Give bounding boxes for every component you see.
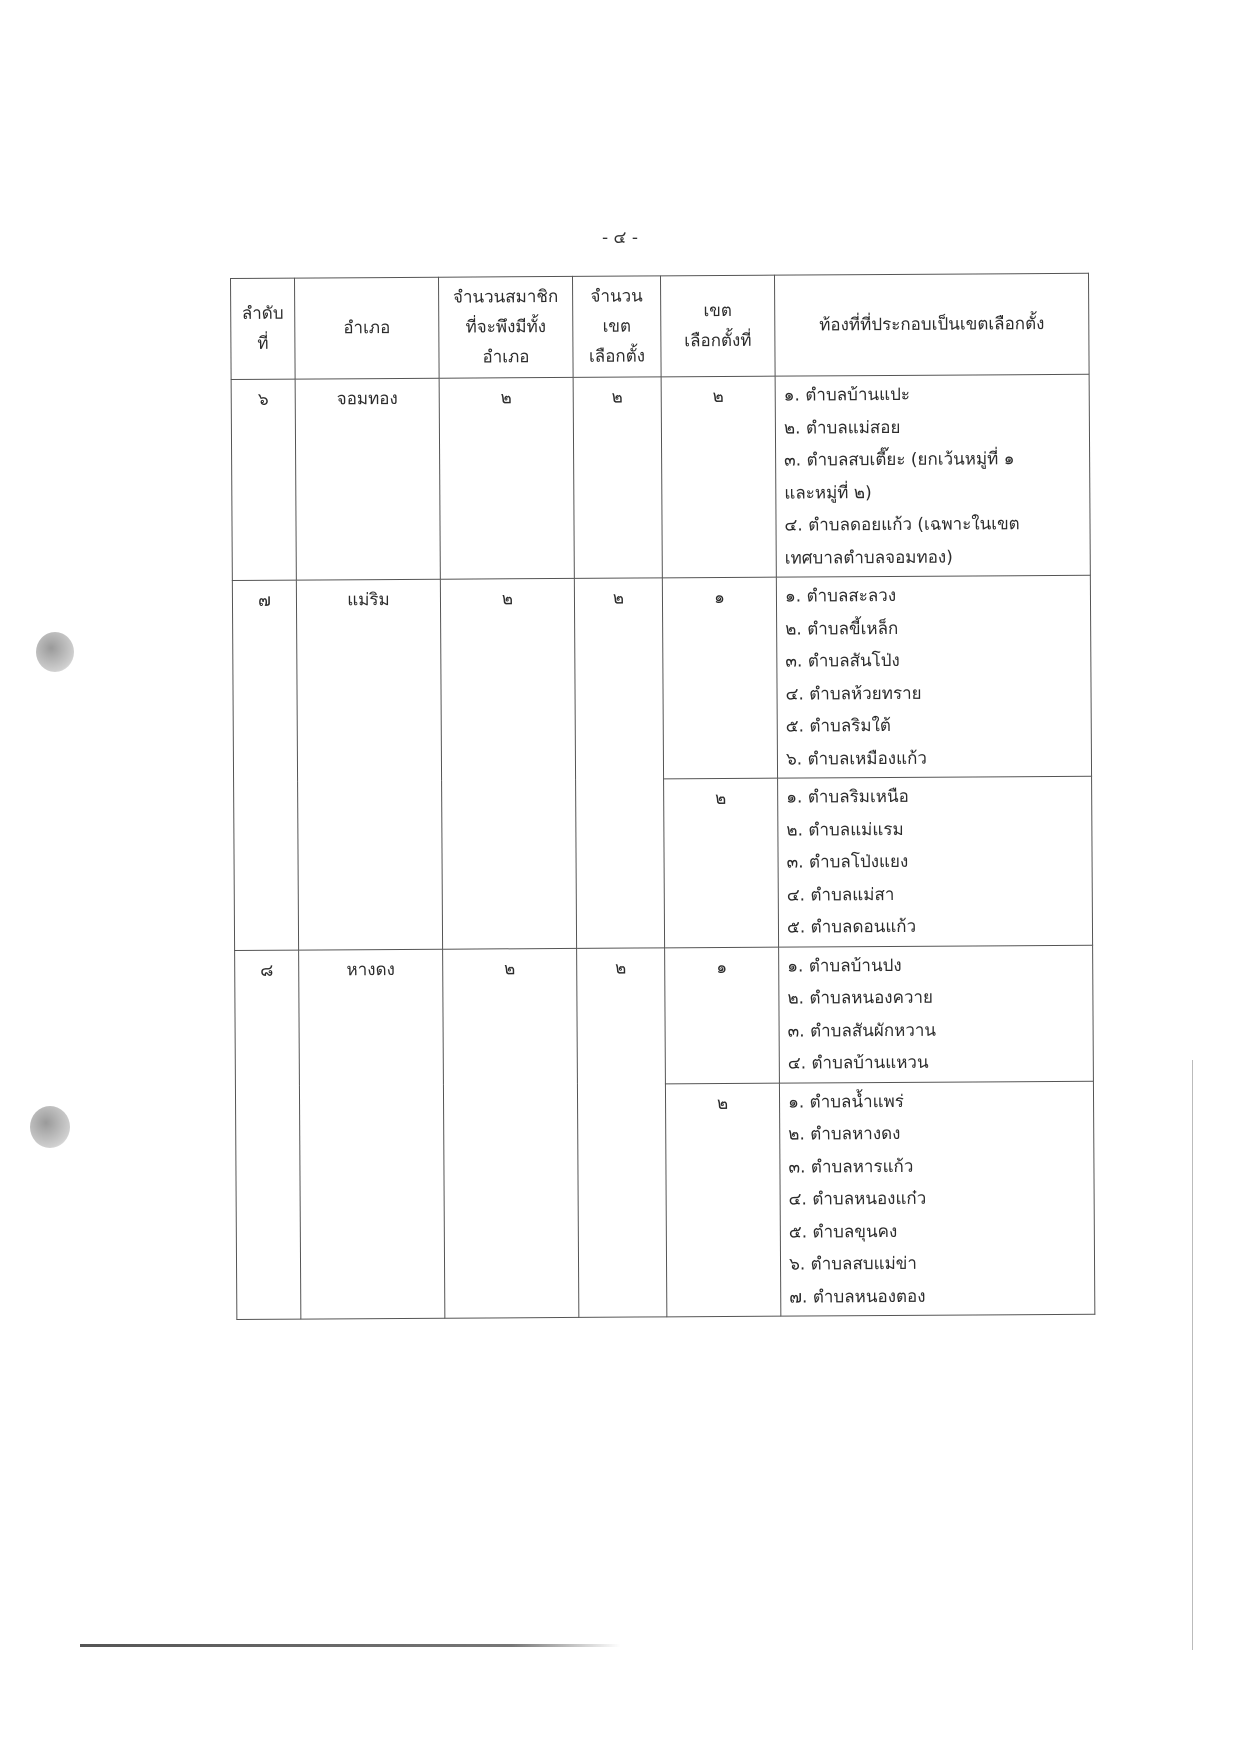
members-cell: ๒ bbox=[440, 578, 576, 948]
area-item: ๔. ตำบลแม่สา bbox=[786, 884, 895, 906]
punch-hole-mark-bottom bbox=[30, 1106, 70, 1148]
table-header-row bbox=[231, 273, 1090, 379]
table-row bbox=[235, 945, 1094, 1086]
area-item: ๒. ตำบลหางดง bbox=[788, 1123, 901, 1145]
area-list bbox=[776, 375, 1090, 577]
table-body bbox=[231, 374, 1095, 1319]
areas-cell bbox=[776, 575, 1091, 778]
area-list bbox=[778, 777, 1092, 946]
header-zone: เขต เลือกตั้งที่ bbox=[660, 275, 775, 377]
election-district-table-container bbox=[230, 273, 1094, 1320]
area-item: ๔. ตำบลห้วยทราย bbox=[785, 683, 922, 705]
area-item: ๑. ตำบลน้ำแพร่ bbox=[787, 1091, 904, 1113]
area-item: ๔. ตำบลดอยแก้ว (เฉพาะในเขต bbox=[784, 514, 1020, 536]
area-item: ๔. ตำบลหนองแก๋ว bbox=[788, 1188, 927, 1210]
election-district-table bbox=[230, 273, 1095, 1320]
area-list bbox=[780, 1081, 1094, 1315]
area-item: ๑. ตำบลสะลวง bbox=[784, 585, 897, 607]
area-item: ๓. ตำบลสันโป่ง bbox=[785, 650, 900, 672]
area-item: ๔. ตำบลบ้านแหวน bbox=[787, 1052, 929, 1074]
area-item: ๓. ตำบลสันผักหวาน bbox=[787, 1020, 937, 1042]
area-item: ๒. ตำบลแม่สอย bbox=[783, 417, 901, 439]
district-cell: แม่ริม bbox=[296, 579, 442, 949]
district-count-cell: ๒ bbox=[574, 578, 664, 948]
order-cell: ๗ bbox=[232, 580, 298, 950]
district-cell: หางดง bbox=[299, 949, 445, 1319]
area-list bbox=[777, 576, 1091, 778]
header-district: อำเภอ bbox=[295, 277, 440, 379]
area-item: ๒. ตำบลหนองควาย bbox=[787, 987, 934, 1009]
header-district-count: จำนวน เขต เลือกตั้ง bbox=[572, 276, 661, 378]
area-item: ๑. ตำบลบ้านแปะ bbox=[783, 384, 911, 406]
members-cell: ๒ bbox=[443, 948, 579, 1318]
area-item: ๕. ตำบลดอนแก้ว bbox=[786, 916, 917, 938]
area-item: ๒. ตำบลขี้เหล็ก bbox=[785, 618, 899, 640]
order-cell: ๖ bbox=[231, 379, 296, 580]
area-item: ๓. ตำบลโป่งแยง bbox=[786, 851, 909, 873]
zone-cell: ๑ bbox=[665, 947, 780, 1084]
district-count-cell: ๒ bbox=[577, 947, 667, 1317]
area-item: ๑. ตำบลริมเหนือ bbox=[786, 786, 909, 808]
area-item: ๕. ตำบลขุนคง bbox=[788, 1221, 898, 1243]
punch-hole-mark-top bbox=[36, 632, 74, 672]
areas-cell bbox=[778, 776, 1093, 946]
area-list bbox=[779, 945, 1093, 1082]
page-number: - ๔ - bbox=[602, 228, 638, 248]
area-item: ๕. ตำบลริมใต้ bbox=[785, 715, 891, 737]
district-count-cell: ๒ bbox=[573, 377, 662, 579]
area-item: ๖. ตำบลเหมืองแก้ว bbox=[785, 748, 927, 770]
areas-cell bbox=[779, 945, 1094, 1083]
table-row bbox=[231, 374, 1090, 580]
zone-cell: ๒ bbox=[664, 778, 779, 947]
district-cell: จอมทอง bbox=[295, 378, 440, 580]
header-areas: ท้องที่ที่ประกอบเป็นเขตเลือกตั้ง bbox=[774, 273, 1089, 376]
areas-cell bbox=[779, 1081, 1094, 1316]
area-item: ๓. ตำบลสบเตี๊ยะ (ยกเว้นหมู่ที่ ๑ bbox=[784, 449, 1015, 471]
area-item: ๓. ตำบลหารแก้ว bbox=[788, 1156, 914, 1178]
area-item: เทศบาลตำบลจอมทอง) bbox=[784, 547, 953, 569]
area-item: ๑. ตำบลบ้านปง bbox=[787, 955, 902, 977]
order-cell: ๘ bbox=[235, 950, 301, 1320]
table-row bbox=[232, 575, 1091, 781]
page-edge-line bbox=[1192, 1060, 1193, 1650]
zone-cell: ๑ bbox=[662, 577, 777, 779]
bottom-rule bbox=[80, 1644, 620, 1647]
header-members: จำนวนสมาชิก ที่จะพึงมีทั้ง อำเภอ bbox=[438, 276, 573, 378]
areas-cell bbox=[775, 374, 1090, 577]
header-order: ลำดับ ที่ bbox=[231, 278, 296, 379]
area-item: ๒. ตำบลแม่แรม bbox=[786, 819, 904, 841]
area-item: ๖. ตำบลสบแม่ข่า bbox=[788, 1253, 917, 1275]
area-item: ๗. ตำบลหนองตอง bbox=[789, 1286, 926, 1308]
zone-cell: ๒ bbox=[665, 1083, 780, 1317]
members-cell: ๒ bbox=[439, 377, 574, 579]
area-item: และหมู่ที่ ๒) bbox=[784, 482, 872, 504]
zone-cell: ๒ bbox=[661, 376, 776, 578]
